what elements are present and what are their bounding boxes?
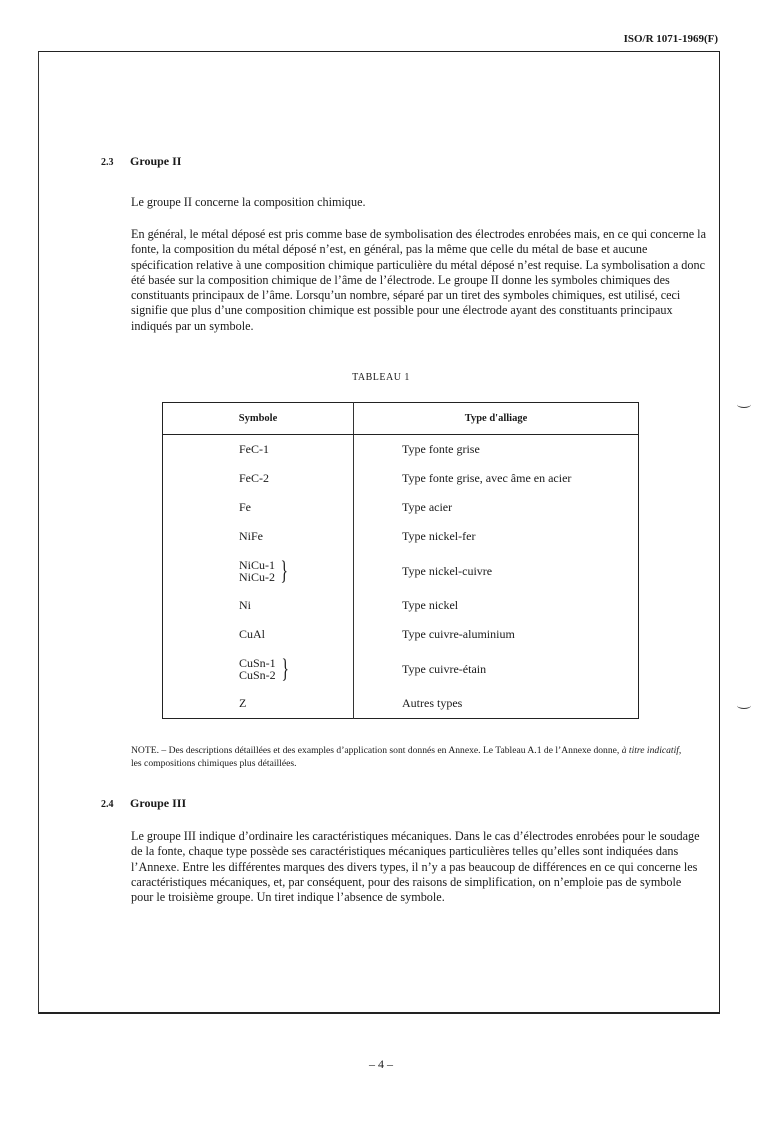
table-caption: TABLEAU 1 xyxy=(352,372,410,383)
margin-tick-mark xyxy=(737,401,751,408)
section-2-4-heading xyxy=(101,796,186,811)
table-row xyxy=(163,493,639,522)
alloy-type-cell: Type fonte grise, avec âme en acier xyxy=(402,471,572,485)
alloy-type-cell: Type nickel-fer xyxy=(402,529,476,543)
column-header-symbol: Symbole xyxy=(163,403,354,435)
table-row xyxy=(163,435,639,465)
symbol-cell: FeC-2 xyxy=(163,464,354,493)
table-row xyxy=(163,591,639,620)
alloy-type-cell: Type acier xyxy=(402,500,453,514)
margin-tick-mark xyxy=(737,702,751,709)
table-row xyxy=(163,522,639,551)
symbol-cell: CuAl xyxy=(163,620,354,649)
section-2-3-heading xyxy=(101,154,181,169)
right-brace-icon: } xyxy=(280,556,288,585)
section-number: 2.3 xyxy=(101,157,114,168)
section-title: Groupe II xyxy=(130,154,182,168)
table-note xyxy=(131,744,691,770)
symbol-cell: NiFe xyxy=(163,522,354,551)
column-header-alloy-type: Type d'alliage xyxy=(354,403,639,435)
section-title: Groupe III xyxy=(130,796,187,810)
symbol-cell: Ni xyxy=(163,591,354,620)
section-number: 2.4 xyxy=(101,799,114,810)
table-row xyxy=(163,620,639,649)
section-2-3-intro: Le groupe II concerne la composition chimique. xyxy=(131,195,366,209)
alloy-type-cell: Type nickel xyxy=(402,598,459,612)
symbol-cell xyxy=(163,649,354,689)
table-row xyxy=(163,551,639,591)
note-italic-text: à titre indicatif xyxy=(621,745,679,756)
symbol-cell: FeC-1 xyxy=(163,435,354,465)
symbol-variant-2: NiCu-2 xyxy=(239,570,275,584)
table-row xyxy=(163,464,639,493)
alloy-type-table xyxy=(162,402,639,719)
section-2-3-body: En général, le métal déposé est pris comme base de symbolisation des électrodes enrobées mais, en ce qui concerne la fonte, la composition du métal déposé n’est, en général, pas la même que celle du métal de base et aucune spécification relative à une composition chimique particulière du métal déposé n’est requise. La symbolisation a donc été basée sur la composition chimique de l’âme de l’électrode. Le groupe II donne les symboles chimiques des constituants principaux de l’âme. Lorsqu’un nombre, séparé par un tiret des symboles chimiques, est utilisé, ceci signifie que plus d’une composition chimique est possible pour une électrode ayant des constituants principaux indiqués par un symbole. xyxy=(131,227,706,333)
page-number: – 4 – xyxy=(369,1057,393,1071)
note-text-end: , les compositions chimiques plus détaillées. xyxy=(131,745,682,769)
alloy-type-cell: Type cuivre-aluminium xyxy=(402,627,515,641)
alloy-type-cell: Autres types xyxy=(402,696,463,710)
section-2-4-body: Le groupe III indique d’ordinaire les caractéristiques mécaniques. Dans le cas d’électrodes enrobées pour le soudage de la fonte, chaque type possède ses caractéristiques mécaniques particulières telles qu’elles sont indiquées dans l’Annexe. Entre les différentes marques des divers types, il n’y a pas beaucoup de différences en ce qui concerne les caractéristiques mécaniques, et, par conséquent, pour des raisons de simplification, on n’emploie pas de symbole pour le troisième groupe. Un tiret indique l’absence de symbole. xyxy=(131,829,700,905)
symbol-variant-2: CuSn-2 xyxy=(239,668,276,682)
alloy-type-cell: Type fonte grise xyxy=(402,442,480,456)
symbol-cell: Fe xyxy=(163,493,354,522)
table-row xyxy=(163,649,639,689)
document-identifier: ISO/R 1071-1969(F) xyxy=(623,33,718,45)
symbol-variant-1: CuSn-1 xyxy=(239,656,276,670)
symbol-cell xyxy=(163,551,354,591)
symbol-cell: Z xyxy=(163,689,354,719)
symbol-variant-1: NiCu-1 xyxy=(239,558,275,572)
right-brace-icon: } xyxy=(281,654,289,683)
alloy-type-cell: Type cuivre-étain xyxy=(402,661,487,676)
table-header-row xyxy=(163,403,639,435)
note-text: NOTE. – Des descriptions détaillées et des examples d’application sont donnés en Annexe. Le Tableau A.1 de l’Annexe donne, xyxy=(131,745,622,756)
alloy-type-cell: Type nickel-cuivre xyxy=(402,563,493,578)
table-row xyxy=(163,689,639,719)
